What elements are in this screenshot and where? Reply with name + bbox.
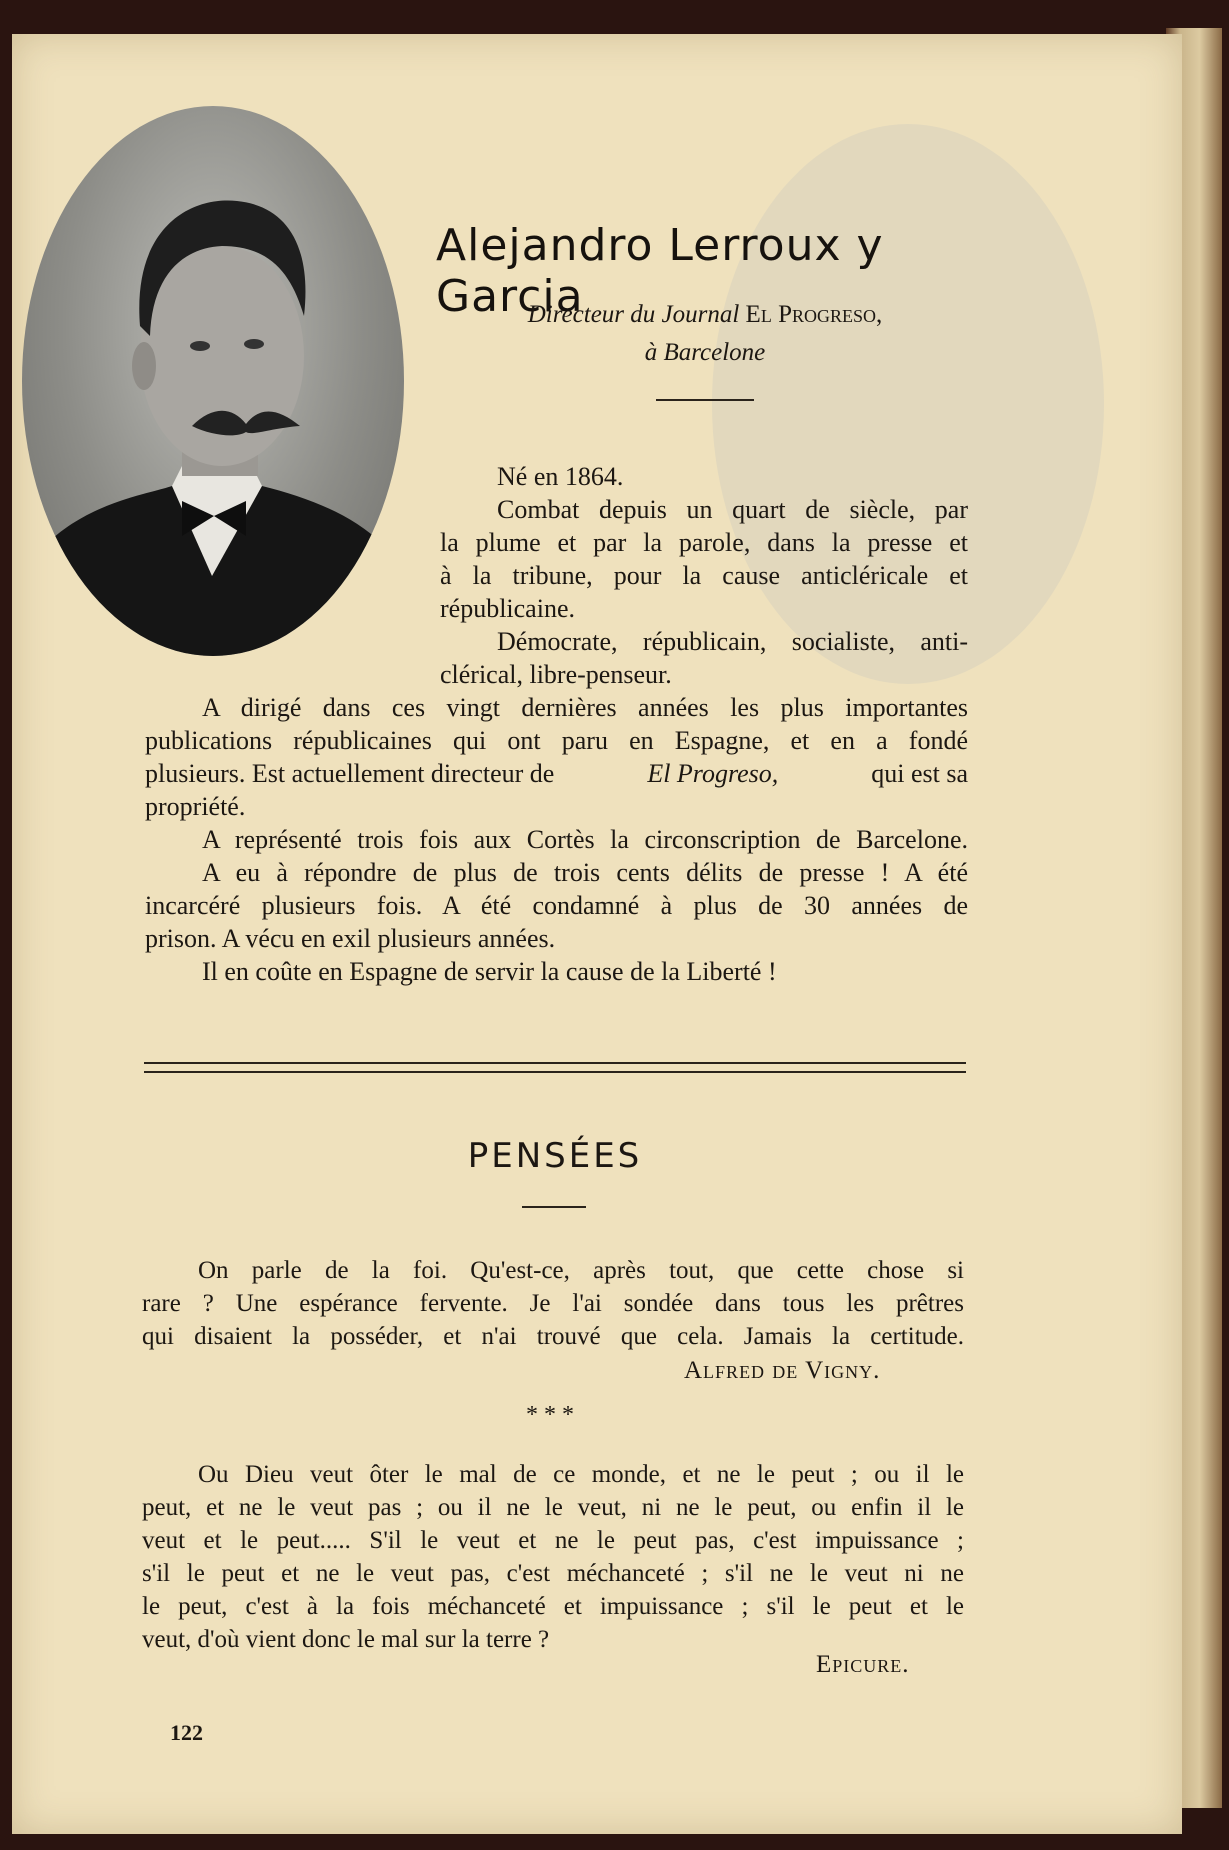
bio-line: A représenté trois fois aux Cortès la circonscription de Barcelone. [202, 825, 968, 854]
article-title: Alejandro Lerroux y Garcia [436, 220, 884, 322]
bio-line: incarcéré plusieurs fois. A été condamné à plus de 30 années de [145, 891, 968, 920]
bio-line: la plume et par la parole, dans la presse et [440, 528, 968, 557]
bio-line: Né en 1864. [497, 462, 624, 491]
quote-author: Alfred de Vigny. [684, 1357, 881, 1384]
bio-line: clérical, libre-penseur. [440, 660, 672, 689]
subtitle-role: Directeur du Journal [527, 301, 740, 328]
title-divider [656, 399, 754, 401]
bio-line: A eu à répondre de plus de trois cents délits de presse ! A été [202, 858, 968, 887]
journal-name: El Progreso, [647, 759, 779, 788]
quote-line: qui disaient la posséder, et n'ai trouvé que cela. Jamais la certitude. [142, 1323, 964, 1350]
quote-line: veut, d'où vient donc le mal sur la terre ? [142, 1626, 550, 1653]
bio-line: Il en coûte en Espagne de servir la cause de la Liberté ! [202, 957, 777, 986]
bio-line: publications républicaines qui ont paru en Espagne, et en a fondé [145, 726, 968, 755]
section-divider [144, 1062, 966, 1073]
section-title-rule [522, 1206, 586, 1208]
quote-line: Ou Dieu veut ôter le mal de ce monde, et ne le peut ; ou il le [198, 1461, 964, 1488]
quote-line: On parle de la foi. Qu'est-ce, après tout, que cette chose si [198, 1257, 964, 1284]
bio-line: à la tribune, pour la cause anticléricale et [440, 561, 968, 590]
bio-line: propriété. [145, 792, 246, 821]
quote-line: s'il le peut et ne le veut pas, c'est méchanceté ; s'il ne le veut ni ne [142, 1560, 964, 1587]
asterism [520, 1402, 580, 1428]
bio-line: Combat depuis un quart de siècle, par [497, 495, 968, 524]
bio-line: prison. A vécu en exil plusieurs années. [145, 924, 556, 953]
quote-line: le peut, c'est à la fois méchanceté et impuissance ; s'il le peut et le [142, 1593, 964, 1620]
section-title: PENSÉES [467, 1136, 643, 1176]
bio-line: Démocrate, républicain, socialiste, anti- [497, 627, 968, 656]
show-through-oval [712, 124, 1104, 684]
article-subtitle [430, 296, 980, 372]
quote-line: peut, et ne le veut pas ; ou il ne le veut, ni ne le peut, ou enfin il le [142, 1494, 964, 1521]
bio-line-part: qui est sa [871, 759, 968, 788]
quote-line: rare ? Une espérance fervente. Je l'ai sondée dans tous les prêtres [142, 1290, 964, 1317]
bio-line-part: plusieurs. Est actuellement directeur de [145, 759, 555, 788]
subtitle-journal: El Progreso, [745, 301, 883, 328]
bio-line-mixed [145, 757, 968, 790]
bio-line: A dirigé dans ces vingt dernières années les plus importantes [202, 693, 968, 722]
quote-line: veut et le peut..... S'il le veut et ne le peut pas, c'est impuissance ; [142, 1527, 964, 1554]
asterism-glyphs: * * * [526, 1402, 574, 1428]
bio-line: républicaine. [440, 594, 575, 623]
portrait-photo [22, 106, 404, 656]
quote-author: Epicure. [816, 1651, 910, 1678]
page-number: 122 [170, 1720, 203, 1745]
subtitle-city: à Barcelone [644, 339, 766, 366]
